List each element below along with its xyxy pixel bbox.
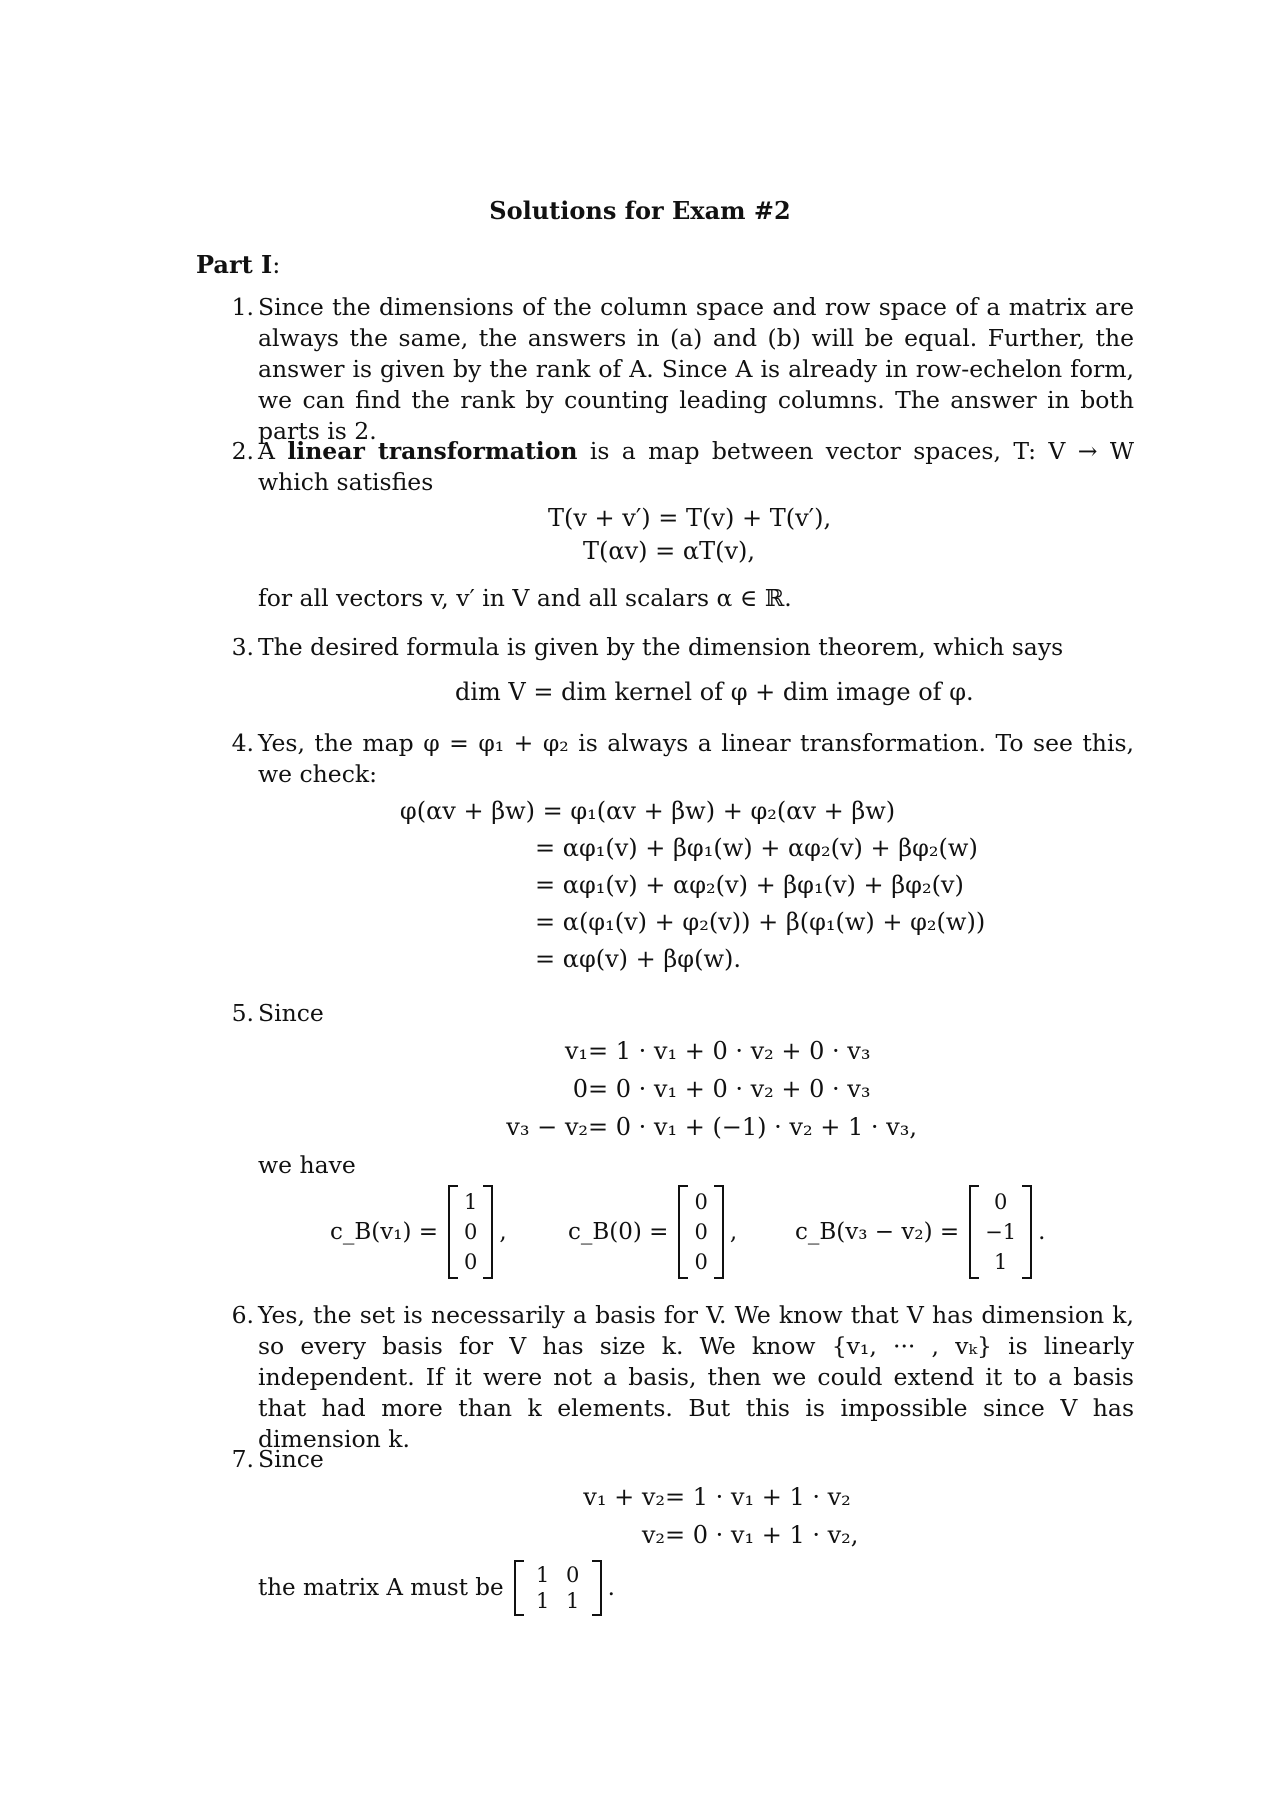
item-number: 4. (231, 729, 254, 757)
matrix-entry: 0 (565, 1563, 580, 1587)
derivation-line: = α(φ₁(v) + φ₂(v)) + β(φ₁(w) + φ₂(w)) (535, 908, 986, 936)
equation-line: T(v + v′) = T(v) + T(v′), (548, 504, 832, 532)
derivation-row (395, 793, 985, 830)
item-5 (224, 998, 1134, 1029)
equation-row (480, 1108, 917, 1146)
equation-lhs: v₁ + v₂ (583, 1483, 665, 1511)
item-number: 5. (231, 999, 254, 1027)
vector-entry: 1 (464, 1190, 478, 1214)
equation-lhs: 0 (572, 1075, 588, 1103)
vector-entry: 0 (694, 1190, 708, 1214)
vector-entry: 1 (993, 1250, 1008, 1274)
item-2 (224, 436, 1134, 498)
matrix-A (514, 1560, 602, 1616)
coordinate-vector (330, 1185, 507, 1279)
equation-row (480, 1032, 917, 1070)
vector-label: c_B(v₁) = (330, 1219, 439, 1245)
item-7-text: Since (258, 1445, 324, 1473)
item-2-tail-text: for all vectors v, v′ in V and all scalars α ∈ ℝ. (258, 584, 792, 612)
matrix-entry: 1 (535, 1589, 550, 1613)
item-3-text: The desired formula is given by the dimension theorem, which says (258, 633, 1064, 661)
dimension-theorem-equation: dim V = dim kernel of φ + dim image of φ. (455, 678, 974, 706)
vector-entry: 0 (464, 1250, 478, 1274)
derivation-line: = αφ₁(v) + αφ₂(v) + βφ₁(v) + βφ₂(v) (535, 871, 964, 899)
punctuation: , (729, 1219, 738, 1245)
equation-rhs: = 1 · v₁ + 1 · v₂ (665, 1483, 851, 1511)
vector-label: c_B(0) = (568, 1219, 669, 1245)
item-number: 7. (231, 1445, 254, 1473)
we-have-text: we have (258, 1151, 356, 1179)
item-1 (224, 292, 1134, 447)
matrix-entry: 1 (535, 1563, 550, 1587)
matrix-answer (258, 1560, 615, 1616)
part-colon: : (272, 251, 281, 279)
vector-entry: 0 (993, 1190, 1008, 1214)
equation-lhs: v₁ (564, 1037, 588, 1065)
item-5-equations (480, 1032, 917, 1146)
vector-entry: 0 (694, 1250, 708, 1274)
derivation-line: = αφ(v) + βφ(w). (535, 945, 741, 973)
equation-rhs: = 0 · v₁ + (−1) · v₂ + 1 · v₃, (588, 1113, 917, 1141)
matrix-entry: 1 (565, 1589, 580, 1613)
equation-lhs: v₂ (641, 1521, 665, 1549)
derivation-lhs: φ(αv + βw) (399, 797, 535, 825)
equation-row (555, 1478, 858, 1516)
equation-rhs: = 0 · v₁ + 0 · v₂ + 0 · v₃ (588, 1075, 871, 1103)
vector-entry: 0 (694, 1220, 708, 1244)
item-1-text: Since the dimensions of the column space and row space of a matrix are always the same, the answers in (a) and (b) will be equal. Further, the answer is given by the rank of A. Since A is already in row-echelon form, we can find the rank by counting leading columns. The answer in both parts is 2. (258, 293, 1134, 445)
item-6 (224, 1300, 1134, 1455)
derivation-line: = φ₁(αv + βw) + φ₂(αv + βw) (542, 797, 896, 825)
vector-entry: 0 (464, 1220, 478, 1244)
derivation-line: = αφ₁(v) + βφ₁(w) + αφ₂(v) + βφ₂(w) (535, 834, 978, 862)
column-vector (448, 1185, 493, 1279)
equation-row (555, 1516, 858, 1554)
part-heading (196, 250, 280, 279)
vector-label: c_B(v₃ − v₂) = (795, 1219, 960, 1245)
equation-rhs: = 0 · v₁ + 1 · v₂, (665, 1521, 859, 1549)
matrix-label: the matrix A must be (258, 1575, 504, 1601)
coordinate-vector (568, 1185, 737, 1279)
definition-term: linear transformation (287, 437, 578, 465)
column-vector (678, 1185, 723, 1279)
equation-lhs: v₃ − v₂ (506, 1113, 588, 1141)
item-number: 3. (231, 633, 254, 661)
item-7 (224, 1444, 1134, 1475)
coordinate-vector (795, 1185, 1045, 1279)
equation-line: T(αv) = αT(v), (583, 537, 755, 565)
item-6-text: Yes, the set is necessarily a basis for V. We know that V has dimension k, so every basis for V has size k. We know {v₁, ··· , vₖ} is linearly independent. If it were not a basis, then we could extend it to a basis that had more than k elements. But this is impossible since V has dimension k. (258, 1301, 1134, 1453)
item-5-text: Since (258, 999, 324, 1027)
item-4-derivation (395, 793, 985, 978)
equation-row (480, 1070, 917, 1108)
column-vector (969, 1185, 1032, 1279)
item-2-equations (548, 502, 831, 568)
item-2-tail (224, 583, 1134, 614)
item-3 (224, 632, 1134, 663)
item-5-we-have (224, 1150, 1134, 1181)
punctuation: . (607, 1575, 615, 1601)
item-number: 1. (231, 293, 254, 321)
equation-rhs: = 1 · v₁ + 0 · v₂ + 0 · v₃ (588, 1037, 871, 1065)
item-number: 6. (231, 1301, 254, 1329)
part-label: Part I (196, 250, 273, 279)
item-number: 2. (231, 437, 254, 465)
item-2-post: is a map between vector spaces, T: V → W which satisfies (258, 437, 1134, 496)
item-7-equations (555, 1478, 858, 1554)
vector-entry: −1 (985, 1220, 1017, 1244)
item-2-pre: A (258, 437, 288, 465)
item-4 (224, 728, 1134, 790)
item-4-text: Yes, the map φ = φ₁ + φ₂ is always a linear transformation. To see this, we check: (258, 729, 1134, 788)
punctuation: . (1038, 1219, 1046, 1245)
punctuation: , (499, 1219, 507, 1245)
item-2-text (258, 436, 1134, 498)
page-title: Solutions for Exam #2 (489, 196, 791, 225)
